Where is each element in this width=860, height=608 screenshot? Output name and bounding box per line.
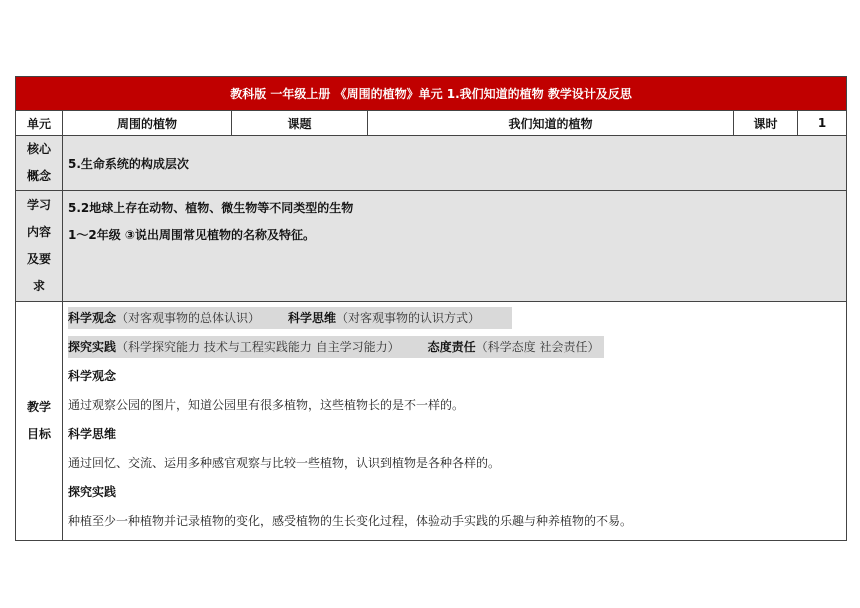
learning-line-1: 5.2地球上存在动物、植物、微生物等不同类型的生物 [68, 201, 354, 215]
unit-value: 周围的植物 [63, 111, 232, 136]
goal-heading-inquiry: 探究实践 [68, 485, 117, 499]
core-concept-label: 核心 概念 [16, 136, 63, 191]
goal-heading-sci-thinking: 科学思维 [68, 427, 117, 441]
unit-label: 单元 [16, 111, 63, 136]
teaching-goals-cell [63, 302, 847, 541]
goal-heading-sci-concept: 科学观念 [68, 369, 117, 383]
teaching-goals-label: 教学 目标 [16, 302, 63, 541]
lesson-label: 课题 [232, 111, 368, 136]
goal-text-sci-concept: 通过观察公园的图片，知道公园里有很多植物，这些植物长的是不一样的。 [68, 398, 465, 412]
learning-content-label: 学习 内容 及要 求 [16, 191, 63, 302]
learning-content-cell [63, 191, 847, 302]
period-label: 课时 [734, 111, 798, 136]
lesson-value: 我们知道的植物 [368, 111, 734, 136]
lesson-design-table [15, 76, 847, 541]
goal-dimensions-row-1: 科学观念（对客观事物的总体认识） 科学思维（对客观事物的认识方式） [68, 304, 841, 333]
core-concept-cell [63, 136, 847, 191]
goal-text-inquiry: 种植至少一种植物并记录植物的变化，感受植物的生长变化过程，体验动手实践的乐趣与种养植物的不易。 [68, 514, 633, 528]
core-concept-text: 5.生命系统的构成层次 [68, 156, 189, 171]
learning-line-2: 1～2年级 ③说出周围常见植物的名称及特征。 [68, 228, 316, 242]
goal-dimensions-row-2: 探究实践（科学探究能力 技术与工程实践能力 自主学习能力） 态度责任（科学态度 社会责任） [68, 333, 841, 362]
period-value: 1 [798, 111, 847, 136]
goal-text-sci-thinking: 通过回忆、交流、运用多种感官观察与比较一些植物，认识到植物是各种各样的。 [68, 456, 501, 470]
document-title: 教科版 一年级上册 《周围的植物》单元 1.我们知道的植物 教学设计及反思 [16, 77, 847, 111]
